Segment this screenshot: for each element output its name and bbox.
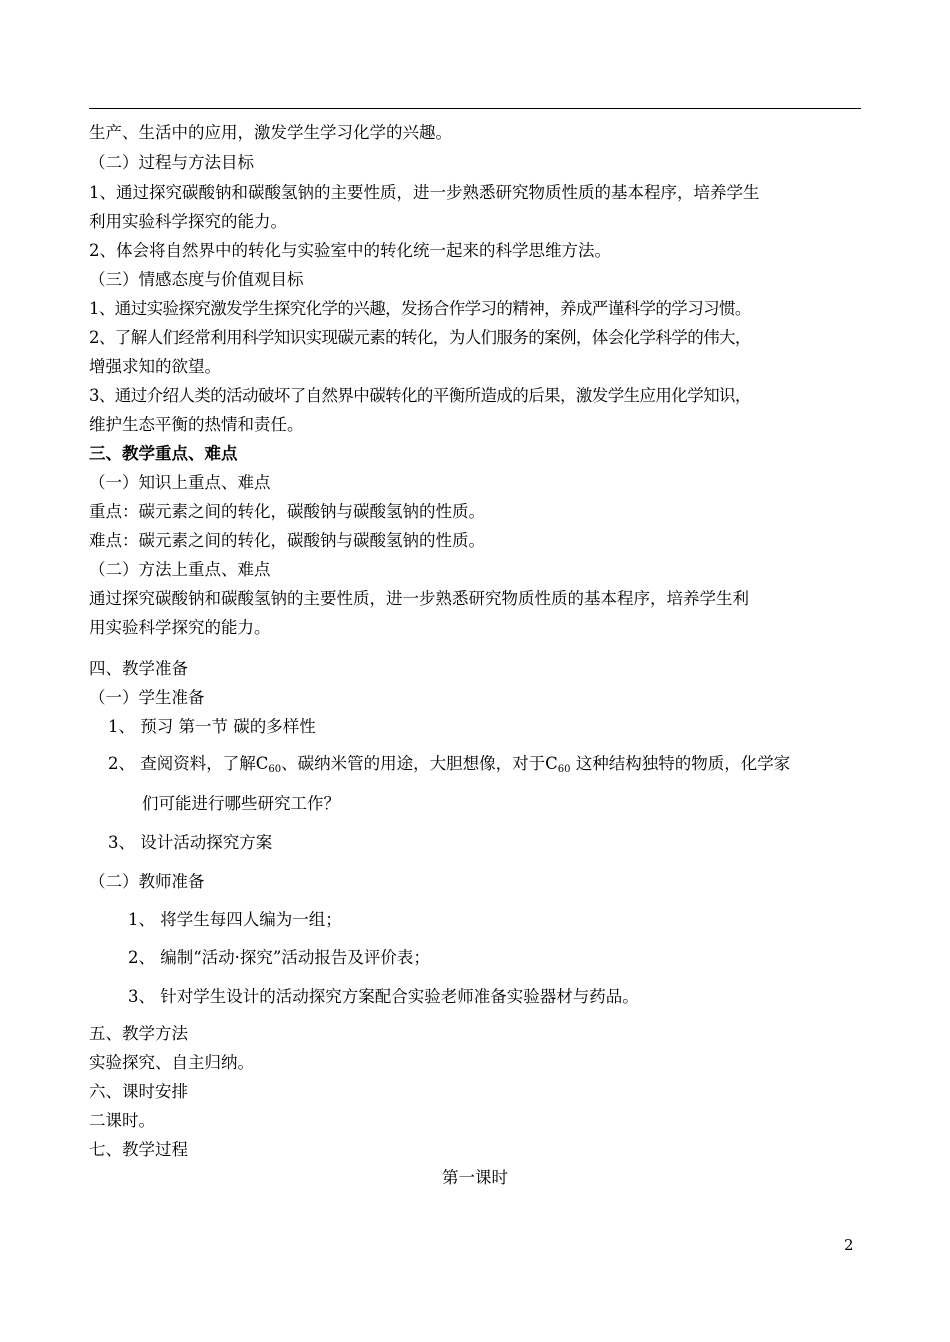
text-line: 3、通过介绍人类的活动破坏了自然界中碳转化的平衡所造成的后果，激发学生应用化学知识， — [89, 386, 751, 405]
text-line: 重点：碳元素之间的转化，碳酸钠与碳酸氢钠的性质。 — [89, 502, 485, 521]
text-line: 2、体会将自然界中的转化与实验室中的转化统一起来的科学思维方法。 — [89, 241, 611, 260]
section-title: 四、教学准备 — [89, 659, 188, 678]
text-line: 1、通过实验探究激发学生探究化学的兴趣，发扬合作学习的精神，养成严谨科学的学习习惯。 — [89, 299, 751, 318]
text-line: 难点：碳元素之间的转化，碳酸钠与碳酸氢钠的性质。 — [89, 531, 485, 550]
subscript: 60 — [557, 764, 571, 775]
section-title: 六、课时安排 — [89, 1082, 188, 1101]
list-item — [108, 753, 888, 778]
section-heading: （二）方法上重点、难点 — [89, 560, 271, 579]
text-line: 维护生态平衡的热情和责任。 — [89, 415, 304, 434]
header-rule — [89, 108, 861, 109]
page-number: 2 — [844, 1236, 854, 1254]
section-title: 五、教学方法 — [89, 1024, 188, 1043]
lesson-title: 第一课时 — [442, 1168, 508, 1187]
section-heading: （一）知识上重点、难点 — [89, 473, 271, 492]
text-line: 实验探究、自主归纳。 — [89, 1053, 254, 1072]
text-line: 生产、生活中的应用，激发学生学习化学的兴趣。 — [89, 123, 452, 142]
section-heading: （三）情感态度与价值观目标 — [89, 270, 304, 289]
section-title: 三、教学重点、难点 — [89, 444, 238, 463]
list-item-continuation: 们可能进行哪些研究工作？ — [142, 794, 340, 813]
text-line: 通过探究碳酸钠和碳酸氢钠的主要性质，进一步熟悉研究物质性质的基本程序，培养学生利 — [89, 589, 749, 608]
list-item-text: 、碳纳米管的用途，大胆想像，对于C — [281, 754, 558, 773]
list-item: 1、 将学生每四人编为一组； — [128, 910, 342, 929]
subscript: 60 — [268, 764, 282, 775]
list-item-text: 2、 查阅资料，了解C — [108, 754, 269, 773]
section-heading: （二）教师准备 — [89, 872, 205, 891]
section-heading: （一）学生准备 — [89, 688, 205, 707]
section-title: 七、教学过程 — [89, 1140, 188, 1159]
list-item-text: 这种结构独特的物质，化学家 — [570, 754, 791, 773]
text-line: 2、了解人们经常利用科学知识实现碳元素的转化，为人们服务的案例，体会化学科学的伟大， — [89, 328, 751, 347]
text-line: 增强求知的欲望。 — [89, 357, 221, 376]
section-heading: （二）过程与方法目标 — [89, 153, 254, 172]
text-line: 二课时。 — [89, 1111, 155, 1130]
text-line: 用实验科学探究的能力。 — [89, 618, 271, 637]
text-line: 1、通过探究碳酸钠和碳酸氢钠的主要性质，进一步熟悉研究物质性质的基本程序，培养学生 — [89, 183, 760, 202]
list-item: 3、 设计活动探究方案 — [108, 833, 273, 852]
list-item: 3、 针对学生设计的活动探究方案配合实验老师准备实验器材与药品。 — [128, 987, 639, 1006]
list-item: 1、 预习 第一节 碳的多样性 — [108, 717, 316, 736]
list-item: 2、 编制“活动·探究”活动报告及评价表； — [128, 948, 430, 967]
text-line: 利用实验科学探究的能力。 — [89, 212, 287, 231]
